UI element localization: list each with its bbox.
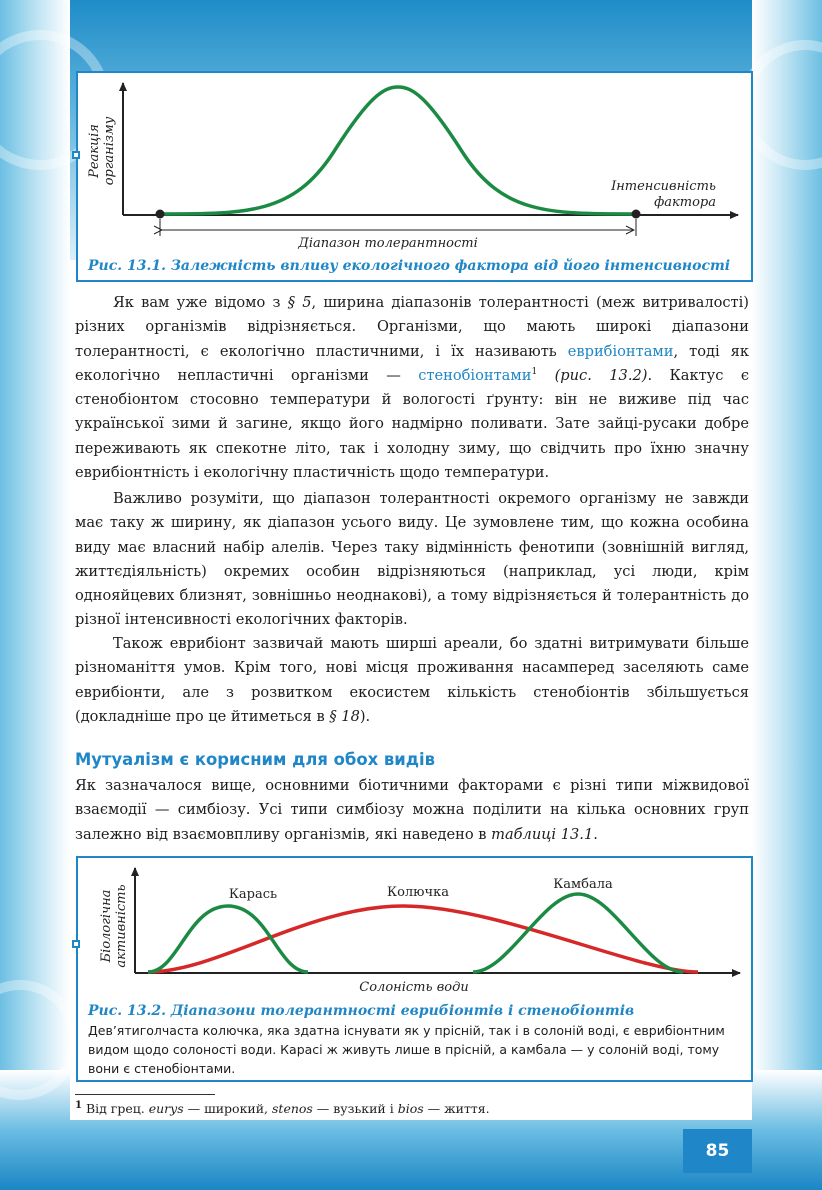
section-heading: Мутуалізм є корисним для обох видів <box>75 750 435 769</box>
tolerance-chart <box>78 73 751 280</box>
x-axis-label-line2: фактора <box>654 195 716 210</box>
text-run: . <box>593 825 598 843</box>
greek-word: bios <box>397 1101 424 1117</box>
kambala-curve <box>473 894 683 972</box>
y-axis-label-line2: активність <box>114 884 129 968</box>
label-koliuchka: Колючка <box>387 885 449 900</box>
text-run: — вузький і <box>312 1101 398 1117</box>
paragraph-2-text: Важливо розуміти, що діапазон толерантності окремого організму не завжди має таку ж ширину, як діапазон усього виду. Це зумовлене тим, що кожна особина виду має власний набір алелів. Через таку відмінність фенотипи (зовнішній вигляд, життєдіяльність) окремих особин відрізняються (наприклад, усі люди, крім однояйцевих близнят, зовнішньо неоднакові), а тому відрізняється й толерантність до різної інтенсивності екологічних факторів. <box>75 490 749 629</box>
text-run: ). <box>359 707 371 725</box>
page-number: 85 <box>683 1129 752 1173</box>
footnote-number: 1 <box>75 1100 82 1111</box>
label-kambala: Камбала <box>553 877 613 892</box>
text-run: , ширина діапазонів толерантності (меж витривалості) різних організмів відрізняється. Організми, що мають широкі діапазони толерантності, є екологічно пластичними, і їх називають <box>75 294 749 360</box>
figure-13-2 <box>76 856 753 1082</box>
footnote <box>75 1100 490 1116</box>
section-reference: § 18 <box>329 707 360 725</box>
term-stenobionts: стенобіонтами <box>418 366 532 384</box>
text-run: — життя. <box>423 1101 490 1117</box>
section-reference: § 5 <box>287 294 312 311</box>
greek-word: eurys <box>148 1101 184 1117</box>
paragraph-4 <box>75 774 749 847</box>
text-run: Від грец. <box>81 1101 149 1117</box>
term-eurybionts: еврибіонтами <box>567 342 674 360</box>
salinity-chart <box>78 858 751 998</box>
label-karas: Карась <box>228 887 278 902</box>
text-run: Як вам уже відомо з <box>113 294 288 311</box>
y-axis-label-line2: організму <box>102 116 117 186</box>
x-axis-label: Солоність води <box>359 980 469 995</box>
greek-word: stenos <box>272 1101 313 1117</box>
paragraph-1 <box>75 291 749 485</box>
x-axis-label-line1: Інтенсивність <box>611 179 716 194</box>
figure-reference: (рис. 13.2) <box>537 366 648 384</box>
text-run: Також еврибіонт зазвичай мають ширші ареали, бо здатні витримувати більше різноманіття умов. Крім того, нові місця проживання насамперед заселяють саме еврибіонти, але з розвитком екосистем кількість стенобіонтів збільшується (докладніше про це йтиметься в <box>75 635 749 725</box>
figure-13-2-caption: Рис. 13.2. Діапазони толерантності еврибіонтів і стенобіонтів <box>88 1003 635 1019</box>
page-background-right <box>752 0 822 1190</box>
figure-marker <box>72 940 80 948</box>
text-run: , тоді як екологічно непластичні організми — <box>75 342 749 384</box>
figure-13-1 <box>76 71 753 282</box>
footnote-divider <box>75 1094 215 1095</box>
tolerance-curve <box>160 87 636 214</box>
text-run: . Кактус є стенобіонтом стосовно температури й вологості ґрунту: він не виживе під час української зими й загине, якщо його надмірно поливати. Зате зайці-русаки добре переживають як спекотне літо, так і холодну зиму, що свідчить про їхню значну еврибіонтність і екологічну пластичність щодо температури. <box>75 366 749 482</box>
text-run: — широкий, <box>183 1101 272 1117</box>
paragraph-2 <box>75 487 749 633</box>
range-end-point <box>632 210 641 219</box>
range-start-point <box>156 210 165 219</box>
range-label: Діапазон толерантності <box>298 236 478 251</box>
paragraph-3 <box>75 632 749 729</box>
y-axis-label-line1: Реакція <box>87 124 102 178</box>
text-run: Як зазначалося вище, основними біотичними факторами є різні типи міжвидової взаємодії — симбіозу. Усі типи симбіозу можна поділити на кілька основних груп залежно від взаємовпливу організмів, які наведено в <box>75 777 749 843</box>
y-axis-label-line1: Біологічна <box>99 889 114 963</box>
figure-marker <box>72 151 80 159</box>
figure-13-2-description: Дев’ятиголчаста колючка, яка здатна існувати як у прісній, так і в солоній воді, є еврибіонтним видом щодо солоності води. Карасі ж живуть лише в прісній, а камбала — у солоній воді, тому вони є стенобіонтами. <box>88 1023 725 1076</box>
footnote-mark: 1 <box>531 367 538 378</box>
karas-curve <box>148 906 308 972</box>
figure-13-1-caption: Рис. 13.1. Залежність впливу екологічного фактора від його інтенсивності <box>88 258 731 274</box>
table-reference: таблиці 13.1 <box>491 825 594 843</box>
